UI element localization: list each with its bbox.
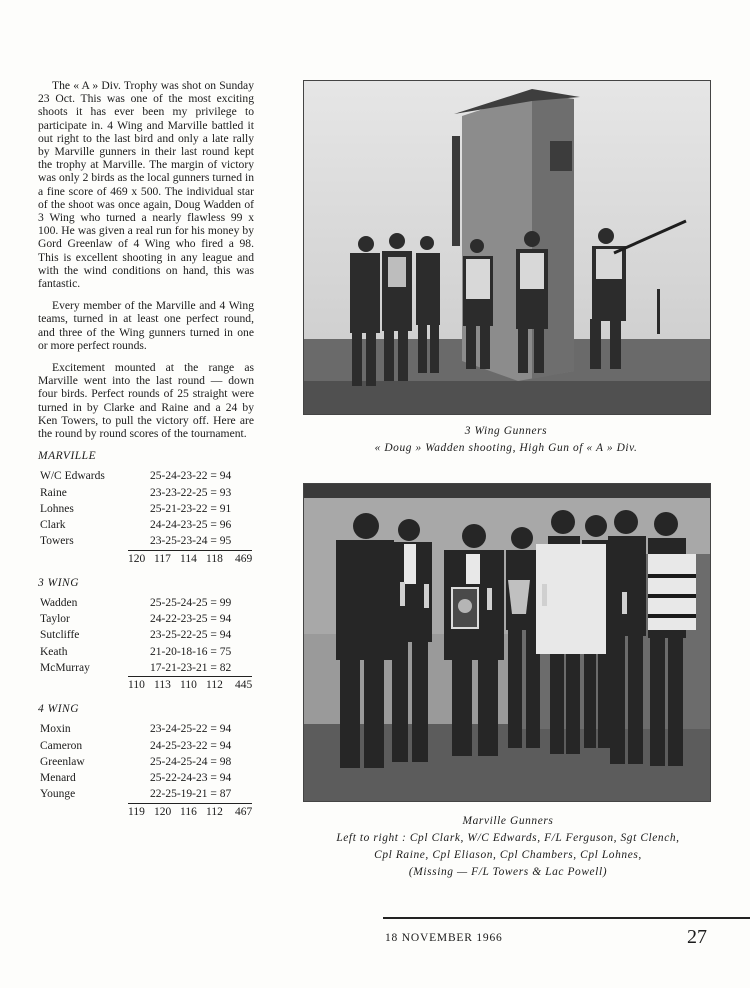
caption-title: 3 Wing Gunners: [464, 425, 548, 437]
score-row: [38, 517, 254, 533]
article-paragraph: The « A » Div. Trophy was shot on Sunday 23 Oct. This was one of the most exciting shoots it has ever been my privilege to participate in. 4 Wing and Marville battled it out right to the last bird and only a late rally by Marville gunners in their last round kept the trophy at Marville. The margin of victory was only 2 birds as the local gunners turned in a fine score of 469 x 500. The individual star of the shoot was once again, Doug Wadden of 3 Wing who turned a nearly flawless 99 x 100. He was given a real run for his money by Gord Greenlaw of 4 Wing who fired a 98. This is excellent shooting in any league and with the wind conditions on hand, this was fantastic.: [38, 79, 254, 291]
score-row: [38, 627, 254, 643]
round-total: 112: [206, 679, 223, 692]
shooter-scores: 25-25-24-25 = 99: [150, 596, 232, 609]
score-row: [38, 786, 254, 802]
article-column: [38, 79, 254, 820]
article-paragraph: Every member of the Marville and 4 Wing teams, turned in at least one perfect round, and three of the Wing gunners turned in one or more perfect rounds.: [38, 299, 254, 352]
round-total: 116: [180, 805, 197, 818]
round-total: 118: [206, 552, 223, 565]
shooter-name: Cameron: [40, 739, 83, 752]
shooter-name: Moxin: [40, 723, 71, 736]
team-name: MARVILLE: [38, 450, 97, 463]
totals-row: [128, 803, 252, 820]
team-name: 3 WING: [38, 576, 80, 589]
caption-line: Left to right : Cpl Clark, W/C Edwards, F/L Ferguson, Sgt Clench,: [336, 832, 680, 844]
grand-total: 467: [235, 805, 253, 818]
shooter-name: Lohnes: [40, 502, 74, 515]
shooter-scores: 23-23-22-25 = 93: [150, 486, 232, 499]
shooter-scores: 24-22-23-25 = 94: [150, 613, 232, 626]
score-row: [38, 770, 254, 786]
shooter-name: Sutcliffe: [40, 629, 80, 642]
caption-line: Cpl Raine, Cpl Eliason, Cpl Chambers, Cpl Lohnes,: [374, 849, 642, 861]
score-table-3-wing: [38, 577, 254, 693]
score-row: [38, 501, 254, 517]
totals-row: [128, 550, 252, 567]
round-total: 110: [128, 679, 145, 692]
shooter-name: Younge: [40, 788, 76, 801]
score-row: [38, 485, 254, 501]
photo-caption: [303, 423, 709, 457]
team-name: 4 WING: [38, 703, 80, 716]
shooter-scores: 24-25-23-22 = 94: [150, 739, 232, 752]
shooter-name: Greenlaw: [40, 755, 85, 768]
article-paragraph: Excitement mounted at the range as Marville went into the last round — down four birds. Perfect rounds of 25 straight were turned in by Clarke and Raine and a 24 by Ken Towers, to pull the victory off. Here are the round by round scores of the tournament.: [38, 361, 254, 441]
round-total: 117: [154, 552, 171, 565]
caption-title: Marville Gunners: [462, 815, 554, 827]
shooter-scores: 23-24-25-22 = 94: [150, 723, 232, 736]
shooter-name: McMurray: [40, 661, 90, 674]
shooter-scores: 23-25-23-24 = 95: [150, 535, 232, 548]
shooter-name: Menard: [40, 772, 76, 785]
shooter-scores: 25-22-24-23 = 94: [150, 772, 232, 785]
shooter-name: Taylor: [40, 613, 70, 626]
shooter-scores: 23-25-22-25 = 94: [150, 629, 232, 642]
footer-date: 18 NOVEMBER 1966: [385, 932, 503, 944]
score-row: [38, 595, 254, 611]
score-row: [38, 611, 254, 627]
shooter-name: W/C Edwards: [40, 470, 105, 483]
round-total: 119: [128, 805, 145, 818]
photo-3-wing-gunners: [303, 80, 711, 415]
score-row: [38, 660, 254, 676]
photo-caption: [292, 813, 724, 881]
shooter-name: Keath: [40, 645, 68, 658]
score-row: [38, 754, 254, 770]
shooter-scores: 22-25-19-21 = 87: [150, 788, 232, 801]
caption-line: « Doug » Wadden shooting, High Gun of « A » Div.: [374, 442, 638, 454]
shooter-name: Raine: [40, 486, 67, 499]
shooter-scores: 24-24-23-25 = 96: [150, 519, 232, 532]
round-total: 120: [128, 552, 146, 565]
footer-rule: [383, 917, 750, 919]
page-number: 27: [687, 926, 707, 948]
round-total: 114: [180, 552, 197, 565]
score-row: [38, 738, 254, 754]
shooter-scores: 25-21-23-22 = 91: [150, 502, 232, 515]
round-total: 113: [154, 679, 171, 692]
score-row: [38, 721, 254, 737]
score-table-4-wing: [38, 703, 254, 819]
shooter-name: Towers: [40, 535, 74, 548]
round-total: 110: [180, 679, 197, 692]
caption-line: (Missing — F/L Towers & Lac Powell): [408, 866, 608, 878]
round-total: 120: [154, 805, 172, 818]
score-row: [38, 533, 254, 549]
score-table-marville: [38, 450, 254, 566]
score-row: [38, 468, 254, 484]
shooter-name: Clark: [40, 519, 66, 532]
shooter-scores: 25-24-23-22 = 94: [150, 470, 232, 483]
round-total: 112: [206, 805, 223, 818]
shooter-name: Wadden: [40, 596, 78, 609]
grand-total: 469: [235, 552, 253, 565]
shooter-scores: 25-24-25-24 = 98: [150, 755, 232, 768]
shooter-scores: 21-20-18-16 = 75: [150, 645, 232, 658]
photo-marville-gunners: [303, 483, 711, 802]
score-row: [38, 644, 254, 660]
grand-total: 445: [235, 679, 253, 692]
totals-row: [128, 676, 252, 693]
shooter-scores: 17-21-23-21 = 82: [150, 661, 232, 674]
